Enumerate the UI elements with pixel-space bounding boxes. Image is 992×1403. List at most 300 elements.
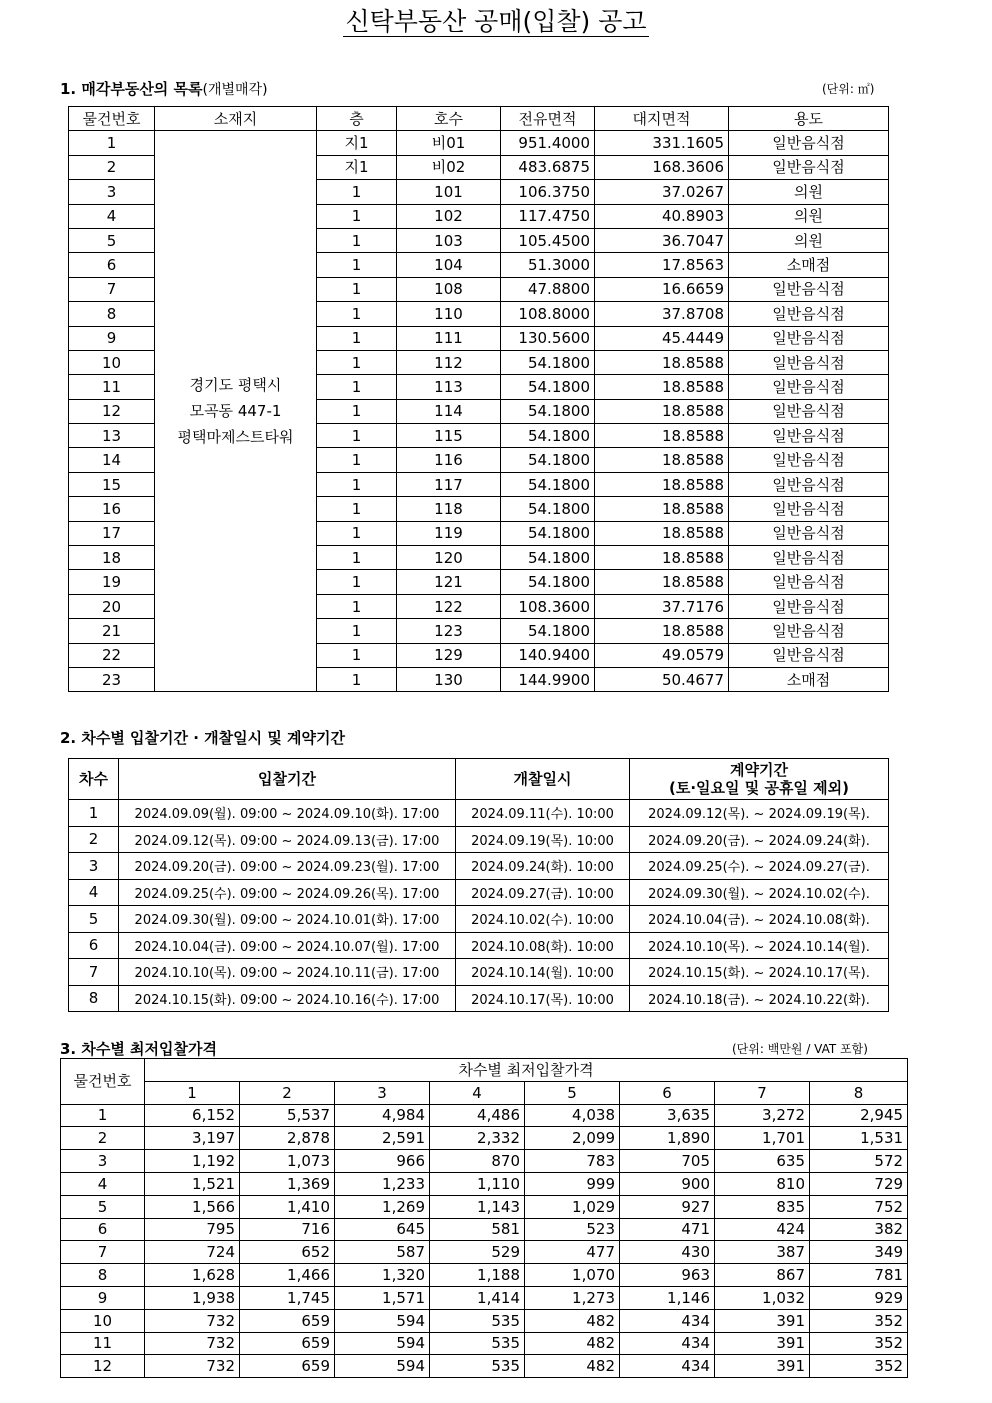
price-cell: 352 <box>810 1332 908 1355</box>
price-cell: 352 <box>810 1309 908 1332</box>
item-no-cell: 18 <box>69 546 155 570</box>
usage-cell: 일반음식점 <box>729 155 889 179</box>
unit-no-cell: 118 <box>397 497 501 521</box>
table-row <box>61 1218 908 1241</box>
usage-cell: 일반음식점 <box>729 350 889 374</box>
price-cell: 391 <box>715 1355 810 1378</box>
usage-cell: 소매점 <box>729 667 889 691</box>
unit-no-cell: 101 <box>397 180 501 204</box>
item-no-cell: 22 <box>69 643 155 667</box>
exclusive-area-cell: 951.4000 <box>501 131 595 155</box>
price-cell: 1,073 <box>240 1150 335 1173</box>
header-location: 소재지 <box>155 107 317 131</box>
table-row <box>69 853 889 880</box>
unit-no-cell: 111 <box>397 326 501 350</box>
table-row <box>61 1264 908 1287</box>
land-area-cell: 18.8588 <box>595 448 729 472</box>
section2-heading: 2. 차수별 입찰기간 · 개찰일시 및 계약기간 <box>60 729 346 747</box>
floor-cell: 1 <box>317 570 397 594</box>
price-cell: 724 <box>145 1241 240 1264</box>
land-area-cell: 49.0579 <box>595 643 729 667</box>
price-cell: 752 <box>810 1195 908 1218</box>
land-area-cell: 40.8903 <box>595 204 729 228</box>
floor-cell: 1 <box>317 546 397 570</box>
price-cell: 1,938 <box>145 1286 240 1309</box>
price-cell: 471 <box>620 1218 715 1241</box>
price-cell: 729 <box>810 1172 908 1195</box>
usage-cell: 소매점 <box>729 253 889 277</box>
floor-cell: 1 <box>317 375 397 399</box>
price-cell: 482 <box>525 1355 620 1378</box>
unit-no-cell: 123 <box>397 619 501 643</box>
contract-period-cell: 2024.09.12(목). ~ 2024.09.19(목). <box>630 800 889 827</box>
usage-cell: 일반음식점 <box>729 570 889 594</box>
item-no-cell: 4 <box>61 1172 145 1195</box>
land-area-cell: 37.8708 <box>595 302 729 326</box>
item-no-cell: 7 <box>69 277 155 301</box>
price-cell: 482 <box>525 1332 620 1355</box>
opening-date-cell: 2024.09.19(목). 10:00 <box>456 826 630 853</box>
contract-period-cell: 2024.09.30(월). ~ 2024.10.02(수). <box>630 879 889 906</box>
price-cell: 1,414 <box>430 1286 525 1309</box>
section1-heading <box>60 78 268 99</box>
bid-period-cell: 2024.10.15(화). 09:00 ~ 2024.10.16(수). 17:00 <box>119 985 456 1012</box>
floor-cell: 1 <box>317 619 397 643</box>
price-cell: 1,531 <box>810 1127 908 1150</box>
unit-no-cell: 115 <box>397 424 501 448</box>
bid-period-cell: 2024.09.12(목). 09:00 ~ 2024.09.13(금). 17:00 <box>119 826 456 853</box>
opening-date-cell: 2024.10.14(월). 10:00 <box>456 959 630 986</box>
unit-no-cell: 110 <box>397 302 501 326</box>
item-no-cell: 2 <box>61 1127 145 1150</box>
exclusive-area-cell: 54.1800 <box>501 497 595 521</box>
price-cell: 387 <box>715 1241 810 1264</box>
minimum-price-header-row <box>61 1059 908 1082</box>
price-cell: 732 <box>145 1309 240 1332</box>
item-no-cell: 7 <box>61 1241 145 1264</box>
table-row <box>61 1309 908 1332</box>
header-usage: 용도 <box>729 107 889 131</box>
header-floor: 층 <box>317 107 397 131</box>
exclusive-area-cell: 483.6875 <box>501 155 595 179</box>
section1-heading-text: 1. 매각부동산의 목록 <box>60 80 203 98</box>
item-no-cell: 9 <box>69 326 155 350</box>
bid-period-cell: 2024.09.09(월). 09:00 ~ 2024.09.10(화). 17:00 <box>119 800 456 827</box>
exclusive-area-cell: 105.4500 <box>501 228 595 252</box>
round-header-cell: 7 <box>715 1081 810 1104</box>
item-no-cell: 17 <box>69 521 155 545</box>
unit-no-cell: 102 <box>397 204 501 228</box>
table-row <box>61 1104 908 1127</box>
price-cell: 4,486 <box>430 1104 525 1127</box>
land-area-cell: 18.8588 <box>595 424 729 448</box>
land-area-cell: 45.4449 <box>595 326 729 350</box>
floor-cell: 1 <box>317 643 397 667</box>
opening-date-cell: 2024.09.11(수). 10:00 <box>456 800 630 827</box>
round-cell: 3 <box>69 853 119 880</box>
usage-cell: 의원 <box>729 204 889 228</box>
land-area-cell: 50.4677 <box>595 667 729 691</box>
unit-no-cell: 112 <box>397 350 501 374</box>
contract-period-cell: 2024.09.20(금). ~ 2024.09.24(화). <box>630 826 889 853</box>
price-cell: 781 <box>810 1264 908 1287</box>
round-cell: 2 <box>69 826 119 853</box>
contract-period-cell: 2024.10.18(금). ~ 2024.10.22(화). <box>630 985 889 1012</box>
item-no-cell: 8 <box>61 1264 145 1287</box>
item-no-cell: 4 <box>69 204 155 228</box>
item-no-cell: 5 <box>69 228 155 252</box>
price-cell: 594 <box>335 1355 430 1378</box>
price-cell: 1,745 <box>240 1286 335 1309</box>
price-cell: 349 <box>810 1241 908 1264</box>
usage-cell: 일반음식점 <box>729 424 889 448</box>
item-no-cell: 19 <box>69 570 155 594</box>
price-cell: 1,701 <box>715 1127 810 1150</box>
opening-date-cell: 2024.10.17(목). 10:00 <box>456 985 630 1012</box>
header-contract-line2: (토·일요일 및 공휴일 제외) <box>669 779 849 797</box>
unit-no-cell: 117 <box>397 472 501 496</box>
exclusive-area-cell: 54.1800 <box>501 350 595 374</box>
unit-no-cell: 121 <box>397 570 501 594</box>
round-header-cell: 3 <box>335 1081 430 1104</box>
land-area-cell: 331.1605 <box>595 131 729 155</box>
price-cell: 659 <box>240 1309 335 1332</box>
section1-unit: (단위: ㎡) <box>822 82 875 96</box>
item-no-cell: 5 <box>61 1195 145 1218</box>
page-title-text: 신탁부동산 공매(입찰) 공고 <box>345 7 647 36</box>
table-row <box>61 1127 908 1150</box>
item-no-cell: 12 <box>61 1355 145 1378</box>
item-no-cell: 21 <box>69 619 155 643</box>
opening-date-cell: 2024.10.02(수). 10:00 <box>456 906 630 933</box>
price-cell: 1,146 <box>620 1286 715 1309</box>
minimum-price-table <box>60 1058 908 1378</box>
item-no-cell: 9 <box>61 1286 145 1309</box>
table-row <box>61 1150 908 1173</box>
bid-period-cell: 2024.09.30(월). 09:00 ~ 2024.10.01(화). 17:00 <box>119 906 456 933</box>
exclusive-area-cell: 54.1800 <box>501 570 595 594</box>
price-cell: 1,233 <box>335 1172 430 1195</box>
section1-heading-note: (개별매각) <box>202 82 268 98</box>
usage-cell: 일반음식점 <box>729 472 889 496</box>
price-cell: 810 <box>715 1172 810 1195</box>
unit-no-cell: 116 <box>397 448 501 472</box>
bid-period-cell: 2024.09.20(금). 09:00 ~ 2024.09.23(월). 17:00 <box>119 853 456 880</box>
usage-cell: 일반음식점 <box>729 594 889 618</box>
usage-cell: 일반음식점 <box>729 375 889 399</box>
price-cell: 3,197 <box>145 1127 240 1150</box>
header-opening-date: 개찰일시 <box>456 759 630 800</box>
round-cell: 4 <box>69 879 119 906</box>
round-header-cell: 8 <box>810 1081 908 1104</box>
item-no-cell: 3 <box>69 180 155 204</box>
price-cell: 434 <box>620 1355 715 1378</box>
table-row <box>61 1286 908 1309</box>
bid-period-cell: 2024.10.04(금). 09:00 ~ 2024.10.07(월). 17:00 <box>119 932 456 959</box>
land-area-cell: 18.8588 <box>595 375 729 399</box>
table-row <box>69 959 889 986</box>
price-cell: 900 <box>620 1172 715 1195</box>
floor-cell: 1 <box>317 277 397 301</box>
section3-heading: 3. 차수별 최저입찰가격 <box>60 1040 217 1058</box>
exclusive-area-cell: 140.9400 <box>501 643 595 667</box>
price-cell: 391 <box>715 1332 810 1355</box>
price-cell: 430 <box>620 1241 715 1264</box>
floor-cell: 1 <box>317 399 397 423</box>
price-cell: 652 <box>240 1241 335 1264</box>
round-header-cell: 1 <box>145 1081 240 1104</box>
price-cell: 2,945 <box>810 1104 908 1127</box>
round-cell: 6 <box>69 932 119 959</box>
price-cell: 635 <box>715 1150 810 1173</box>
item-no-cell: 14 <box>69 448 155 472</box>
item-no-cell: 20 <box>69 594 155 618</box>
exclusive-area-cell: 144.9900 <box>501 667 595 691</box>
header-round-prices: 차수별 최저입찰가격 <box>145 1059 908 1082</box>
header-contract-line1: 계약기간 <box>730 761 788 779</box>
table-row <box>69 800 889 827</box>
price-cell: 434 <box>620 1332 715 1355</box>
price-cell: 2,332 <box>430 1127 525 1150</box>
exclusive-area-cell: 54.1800 <box>501 424 595 448</box>
bid-schedule-table <box>68 758 889 1012</box>
price-cell: 594 <box>335 1309 430 1332</box>
land-area-cell: 37.7176 <box>595 594 729 618</box>
price-cell: 966 <box>335 1150 430 1173</box>
usage-cell: 일반음식점 <box>729 546 889 570</box>
round-number-row <box>61 1081 908 1104</box>
price-cell: 1,521 <box>145 1172 240 1195</box>
unit-no-cell: 비01 <box>397 131 501 155</box>
unit-no-cell: 113 <box>397 375 501 399</box>
unit-no-cell: 114 <box>397 399 501 423</box>
location-cell <box>155 131 317 692</box>
header-exclusive-area: 전유면적 <box>501 107 595 131</box>
price-cell: 705 <box>620 1150 715 1173</box>
price-cell: 1,110 <box>430 1172 525 1195</box>
exclusive-area-cell: 108.3600 <box>501 594 595 618</box>
price-cell: 482 <box>525 1309 620 1332</box>
price-cell: 1,466 <box>240 1264 335 1287</box>
exclusive-area-cell: 54.1800 <box>501 448 595 472</box>
price-cell: 1,571 <box>335 1286 430 1309</box>
price-cell: 3,272 <box>715 1104 810 1127</box>
price-cell: 434 <box>620 1309 715 1332</box>
price-cell: 1,320 <box>335 1264 430 1287</box>
location-line: 평택마제스트타워 <box>177 428 294 447</box>
price-cell: 5,537 <box>240 1104 335 1127</box>
unit-no-cell: 104 <box>397 253 501 277</box>
floor-cell: 1 <box>317 228 397 252</box>
price-cell: 523 <box>525 1218 620 1241</box>
opening-date-cell: 2024.10.08(화). 10:00 <box>456 932 630 959</box>
unit-no-cell: 103 <box>397 228 501 252</box>
header-bid-period: 입찰기간 <box>119 759 456 800</box>
floor-cell: 1 <box>317 521 397 545</box>
price-cell: 1,369 <box>240 1172 335 1195</box>
exclusive-area-cell: 54.1800 <box>501 546 595 570</box>
price-cell: 391 <box>715 1309 810 1332</box>
usage-cell: 일반음식점 <box>729 521 889 545</box>
price-cell: 535 <box>430 1332 525 1355</box>
price-cell: 1,070 <box>525 1264 620 1287</box>
usage-cell: 일반음식점 <box>729 497 889 521</box>
round-header-cell: 5 <box>525 1081 620 1104</box>
header-unit-no: 호수 <box>397 107 501 131</box>
price-cell: 1,566 <box>145 1195 240 1218</box>
price-cell: 6,152 <box>145 1104 240 1127</box>
exclusive-area-cell: 47.8800 <box>501 277 595 301</box>
table-row <box>69 985 889 1012</box>
round-header-cell: 2 <box>240 1081 335 1104</box>
round-cell: 8 <box>69 985 119 1012</box>
price-cell: 1,192 <box>145 1150 240 1173</box>
price-cell: 716 <box>240 1218 335 1241</box>
land-area-cell: 168.3606 <box>595 155 729 179</box>
opening-date-cell: 2024.09.27(금). 10:00 <box>456 879 630 906</box>
opening-date-cell: 2024.09.24(화). 10:00 <box>456 853 630 880</box>
item-no-cell: 6 <box>61 1218 145 1241</box>
usage-cell: 일반음식점 <box>729 399 889 423</box>
price-cell: 587 <box>335 1241 430 1264</box>
land-area-cell: 18.8588 <box>595 546 729 570</box>
price-cell: 659 <box>240 1355 335 1378</box>
contract-period-cell: 2024.10.10(목). ~ 2024.10.14(월). <box>630 932 889 959</box>
unit-no-cell: 108 <box>397 277 501 301</box>
item-no-cell: 23 <box>69 667 155 691</box>
price-cell: 835 <box>715 1195 810 1218</box>
item-no-cell: 13 <box>69 424 155 448</box>
exclusive-area-cell: 108.8000 <box>501 302 595 326</box>
land-area-cell: 18.8588 <box>595 619 729 643</box>
item-no-cell: 8 <box>69 302 155 326</box>
usage-cell: 일반음식점 <box>729 277 889 301</box>
item-no-cell: 2 <box>69 155 155 179</box>
exclusive-area-cell: 54.1800 <box>501 472 595 496</box>
unit-no-cell: 122 <box>397 594 501 618</box>
price-cell: 1,628 <box>145 1264 240 1287</box>
price-cell: 477 <box>525 1241 620 1264</box>
price-cell: 1,410 <box>240 1195 335 1218</box>
exclusive-area-cell: 54.1800 <box>501 399 595 423</box>
usage-cell: 일반음식점 <box>729 326 889 350</box>
price-cell: 2,878 <box>240 1127 335 1150</box>
price-cell: 659 <box>240 1332 335 1355</box>
price-cell: 424 <box>715 1218 810 1241</box>
unit-no-cell: 129 <box>397 643 501 667</box>
floor-cell: 1 <box>317 326 397 350</box>
location-line: 경기도 평택시 <box>189 376 282 395</box>
round-header-cell: 4 <box>430 1081 525 1104</box>
price-cell: 594 <box>335 1332 430 1355</box>
item-no-cell: 3 <box>61 1150 145 1173</box>
land-area-cell: 18.8588 <box>595 521 729 545</box>
round-cell: 5 <box>69 906 119 933</box>
table-row <box>69 932 889 959</box>
price-cell: 352 <box>810 1355 908 1378</box>
price-cell: 783 <box>525 1150 620 1173</box>
item-no-cell: 11 <box>61 1332 145 1355</box>
header-round: 차수 <box>69 759 119 800</box>
price-cell: 927 <box>620 1195 715 1218</box>
contract-period-cell: 2024.10.04(금). ~ 2024.10.08(화). <box>630 906 889 933</box>
item-no-cell: 12 <box>69 399 155 423</box>
contract-period-cell: 2024.09.25(수). ~ 2024.09.27(금). <box>630 853 889 880</box>
price-cell: 870 <box>430 1150 525 1173</box>
usage-cell: 의원 <box>729 180 889 204</box>
usage-cell: 일반음식점 <box>729 619 889 643</box>
land-area-cell: 37.0267 <box>595 180 729 204</box>
land-area-cell: 18.8588 <box>595 399 729 423</box>
unit-no-cell: 120 <box>397 546 501 570</box>
price-cell: 963 <box>620 1264 715 1287</box>
contract-period-cell: 2024.10.15(화). ~ 2024.10.17(목). <box>630 959 889 986</box>
location-line: 모곡동 447-1 <box>189 402 282 421</box>
unit-no-cell: 119 <box>397 521 501 545</box>
price-cell: 1,890 <box>620 1127 715 1150</box>
price-cell: 867 <box>715 1264 810 1287</box>
property-list-table <box>68 106 889 692</box>
header-land-area: 대지면적 <box>595 107 729 131</box>
usage-cell: 일반음식점 <box>729 131 889 155</box>
price-cell: 535 <box>430 1355 525 1378</box>
item-no-cell: 10 <box>61 1309 145 1332</box>
table-row <box>61 1172 908 1195</box>
table-row <box>61 1332 908 1355</box>
floor-cell: 1 <box>317 204 397 228</box>
exclusive-area-cell: 117.4750 <box>501 204 595 228</box>
table-row <box>69 906 889 933</box>
round-header-cell: 6 <box>620 1081 715 1104</box>
exclusive-area-cell: 54.1800 <box>501 521 595 545</box>
land-area-cell: 36.7047 <box>595 228 729 252</box>
price-cell: 645 <box>335 1218 430 1241</box>
price-cell: 529 <box>430 1241 525 1264</box>
item-no-cell: 16 <box>69 497 155 521</box>
usage-cell: 일반음식점 <box>729 643 889 667</box>
header-item-no: 물건번호 <box>69 107 155 131</box>
price-cell: 535 <box>430 1309 525 1332</box>
table-row <box>61 1241 908 1264</box>
price-cell: 732 <box>145 1355 240 1378</box>
floor-cell: 지1 <box>317 155 397 179</box>
item-no-cell: 6 <box>69 253 155 277</box>
price-cell: 1,269 <box>335 1195 430 1218</box>
item-no-cell: 1 <box>61 1104 145 1127</box>
usage-cell: 일반음식점 <box>729 302 889 326</box>
floor-cell: 1 <box>317 667 397 691</box>
price-cell: 732 <box>145 1332 240 1355</box>
land-area-cell: 18.8588 <box>595 350 729 374</box>
price-cell: 999 <box>525 1172 620 1195</box>
floor-cell: 1 <box>317 497 397 521</box>
item-no-cell: 15 <box>69 472 155 496</box>
price-cell: 795 <box>145 1218 240 1241</box>
table-row <box>61 1355 908 1378</box>
bid-period-cell: 2024.09.25(수). 09:00 ~ 2024.09.26(목). 17:00 <box>119 879 456 906</box>
unit-no-cell: 비02 <box>397 155 501 179</box>
price-cell: 1,143 <box>430 1195 525 1218</box>
land-area-cell: 17.8563 <box>595 253 729 277</box>
floor-cell: 1 <box>317 472 397 496</box>
floor-cell: 1 <box>317 448 397 472</box>
floor-cell: 1 <box>317 594 397 618</box>
exclusive-area-cell: 51.3000 <box>501 253 595 277</box>
table-row <box>69 131 889 155</box>
table-row <box>69 879 889 906</box>
price-cell: 1,273 <box>525 1286 620 1309</box>
price-cell: 1,029 <box>525 1195 620 1218</box>
